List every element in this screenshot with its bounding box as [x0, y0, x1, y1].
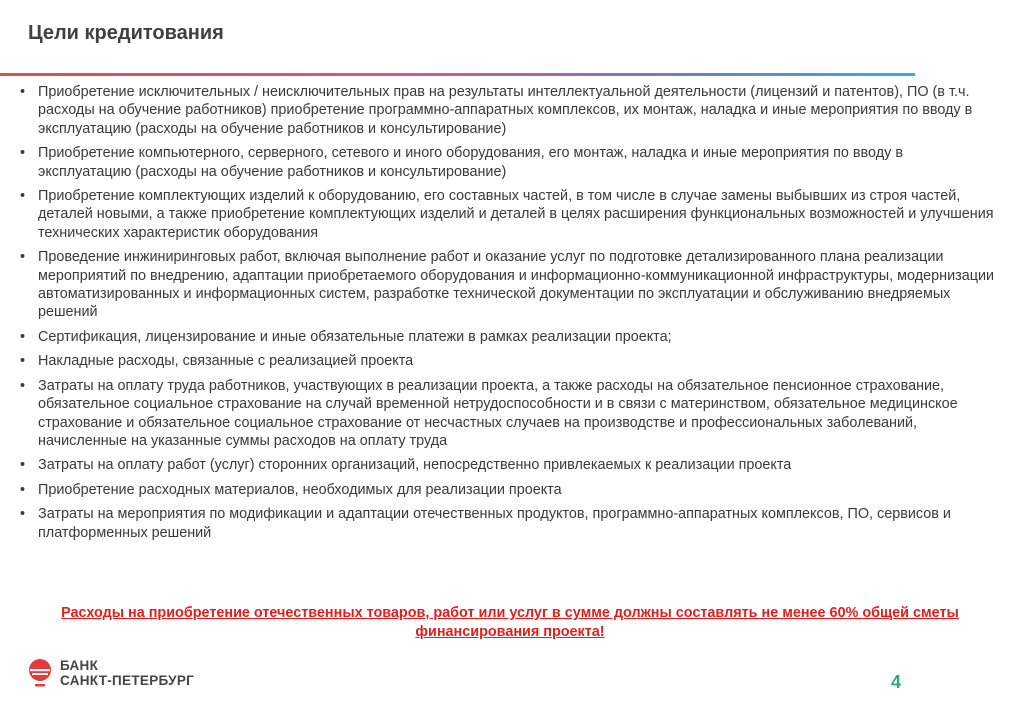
bullet-list [18, 83, 998, 548]
list-item: • Сертификация, лицензирование и иные обязательные платежи в рамках реализации проекта; [18, 328, 998, 346]
list-item: • Затраты на оплату работ (услуг) сторонних организаций, непосредственно привлекаемых к реализации проекта [18, 456, 998, 474]
slide-title: Цели кредитования [28, 22, 224, 44]
title-divider [0, 73, 915, 76]
bank-logo-icon [28, 657, 54, 689]
list-item: • Затраты на оплату труда работников, участвующих в реализации проекта, а также расходы на обязательное пенсионное страхование, обязательное социальное страхование на случай временной нетрудоспособности и в связи с материнством, обязательное медицинское страхование и обязательное социальное страхование от несчастных случаев на производстве и профессиональных заболеваний, начисленные на указанные суммы расходов на оплату труда [18, 377, 998, 451]
list-item: • Накладные расходы, связанные с реализацией проекта [18, 352, 998, 370]
list-item: • Приобретение компьютерного, серверного, сетевого и иного оборудования, его монтаж, наладка и иные мероприятия по вводу в эксплуатацию (расходы на обучение работников и консультирование) [18, 144, 998, 181]
list-item: • Приобретение исключительных / неисключительных прав на результаты интеллектуальной деятельности (лицензий и патентов), ПО (в т.ч. расходы на обучение работников) приобретение программно-аппаратных комплексов, их монтаж, наладка и иные мероприятия по вводу в эксплуатацию (расходы на обучение работников и консультирование) [18, 83, 998, 138]
bank-logo [28, 657, 194, 689]
logo-line-1: БАНК [60, 658, 99, 673]
list-item: • Приобретение расходных материалов, необходимых для реализации проекта [18, 481, 998, 499]
important-note: Расходы на приобретение отечественных товаров, работ или услуг в сумме должны составлять не менее 60% общей сметы финансирования проекта! [61, 605, 959, 640]
list-item: • Приобретение комплектующих изделий к оборудованию, его составных частей, в том числе в случае замены выбывших из строя частей, деталей новыми, а также приобретение комплектующих изделий и деталей в целях расширения функциональных возможностей и улучшения технических характеристик оборудования [18, 187, 998, 242]
list-item: • Затраты на мероприятия по модификации и адаптации отечественных продуктов, программно-аппаратных комплексов, ПО, сервисов и платформенных решений [18, 505, 998, 542]
list-item: • Проведение инжиниринговых работ, включая выполнение работ и оказание услуг по подготовке детализированного плана реализации мероприятий по внедрению, адаптации приобретаемого оборудования и информационно-коммуникационной инфраструктуры, модернизации автоматизированных и информационных систем, разработке технической документации по эксплуатации и обслуживанию внедряемых решений [18, 248, 998, 322]
logo-line-2: САНКТ-ПЕТЕРБУРГ [60, 673, 195, 688]
page-number: 4 [891, 672, 902, 692]
